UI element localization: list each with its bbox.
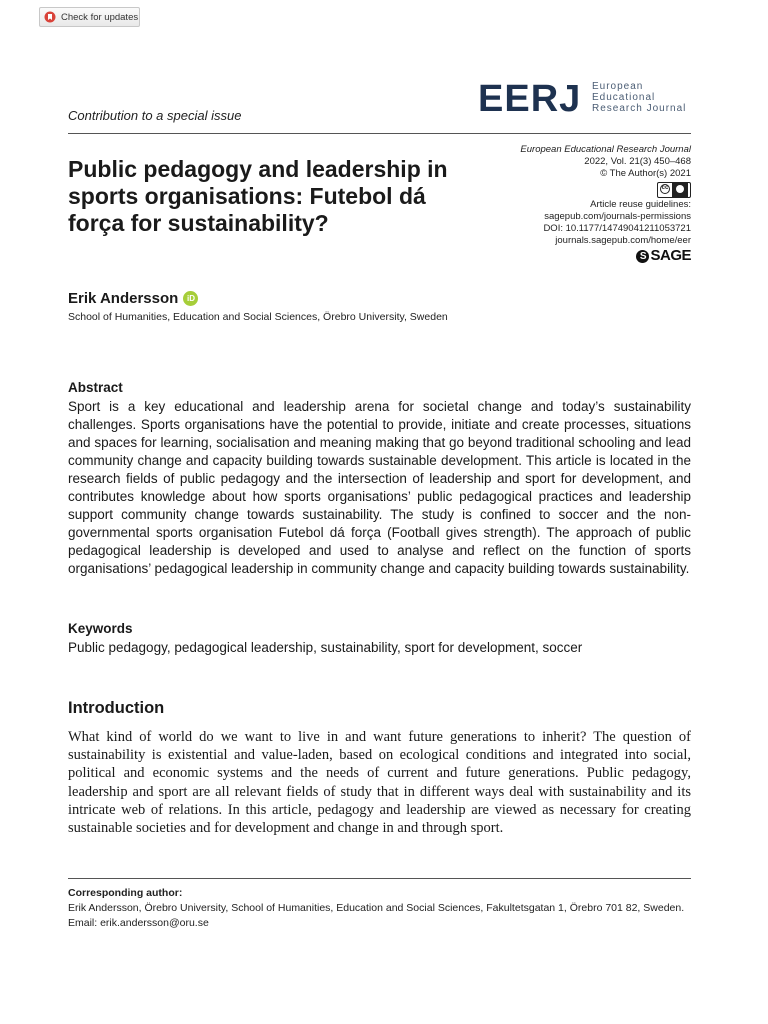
abstract-heading: Abstract: [68, 380, 123, 395]
abstract-text: Sport is a key educational and leadership arena for societal change and today’s sustainability challenges. Sports organisations have the potential to provide, initiate and create processes, situations and spaces for learning, socialisation and meaning making that go beyond traditional schooling and lead community change and capacity building towards sustainable development. This article is located in the research fields of public pedagogy and the intersection of leadership and sport for development, and contributes knowledge about how sports organisations’ public pedagogical practices and leadership support community change towards sustainability. The study is confined to soccer and the non-governmental sports organisation Futebol dá força (Football gives strength). The approach of public pedagogical leadership is developed and used to analyse and reflect on the function of sports organisations’ pedagogical leadership in community change and capacity building towards sustainability.: [68, 399, 691, 576]
author-name: Erik Andersson: [68, 290, 179, 307]
corresponding-author-email[interactable]: Email: erik.andersson@oru.se: [68, 917, 209, 929]
publisher-name: SAGE: [650, 247, 691, 265]
special-issue-label: Contribution to a special issue: [68, 108, 242, 123]
journal-name: European Educational Research Journal: [520, 144, 691, 155]
reuse-link[interactable]: sagepub.com/journals-permissions: [544, 210, 691, 222]
sage-logo-icon: S: [636, 250, 649, 263]
cc-by-icon: [672, 183, 688, 197]
creative-commons-icon[interactable]: [657, 182, 691, 198]
author: [68, 290, 198, 307]
header-divider: [68, 133, 691, 134]
footer-divider: [68, 878, 691, 879]
orcid-icon[interactable]: iD: [183, 291, 198, 306]
corresponding-author-address: Erik Andersson, Örebro University, School of Humanities, Education and Social Sciences, Fakultetsgatan 1, Örebro 701 82, Sweden.: [68, 902, 685, 914]
corresponding-author: [68, 886, 691, 931]
check-for-updates-button[interactable]: [39, 7, 140, 27]
check-for-updates-label: Check for updates: [61, 11, 139, 23]
cc-symbol: cc: [660, 184, 670, 194]
keywords-heading: Keywords: [68, 621, 133, 636]
copyright: © The Author(s) 2021: [600, 168, 691, 180]
author-affiliation: School of Humanities, Education and Social Sciences, Örebro University, Sweden: [68, 311, 448, 323]
journal-metadata: [451, 144, 691, 265]
journal-logo-line: European: [592, 81, 644, 92]
article-title: Public pedagogy and leadership in sports organisations: Futebol dá força for sustainability?: [68, 156, 448, 236]
journal-logo-mark: EERJ: [478, 78, 582, 120]
volume-info: 2022, Vol. 21(3) 450–468: [584, 156, 691, 168]
keywords-text: Public pedagogy, pedagogical leadership, sustainability, sport for development, soccer: [68, 640, 583, 655]
journal-logo-line: Educational: [592, 92, 656, 103]
journal-logo-line: Research Journal: [592, 103, 687, 114]
journal-logo-subtitle: [592, 81, 686, 114]
introduction-heading: Introduction: [68, 699, 165, 717]
reuse-label: Article reuse guidelines:: [590, 198, 691, 210]
journal-url[interactable]: journals.sagepub.com/home/eer: [555, 235, 691, 247]
bookmark-ribbon-icon: [44, 11, 56, 23]
sage-logo: [636, 247, 691, 265]
doi[interactable]: DOI: 10.1177/14749041211053721: [543, 223, 691, 235]
introduction-text: What kind of world do we want to live in and want future generations to inherit? The question of sustainability is existential and value-laden, based on ecological conditions and integrated into social, political and economic systems and the needs of current and future generations. Public pedagogy, leadership and sport are all relevant fields of study that in different ways deal with sustainability and its intricate web of relations. In this article, pedagogy and leadership are viewed as necessary for creating sustainable societies and for development and change in and through sport.: [68, 729, 691, 837]
corresponding-author-label: Corresponding author:: [68, 887, 183, 899]
